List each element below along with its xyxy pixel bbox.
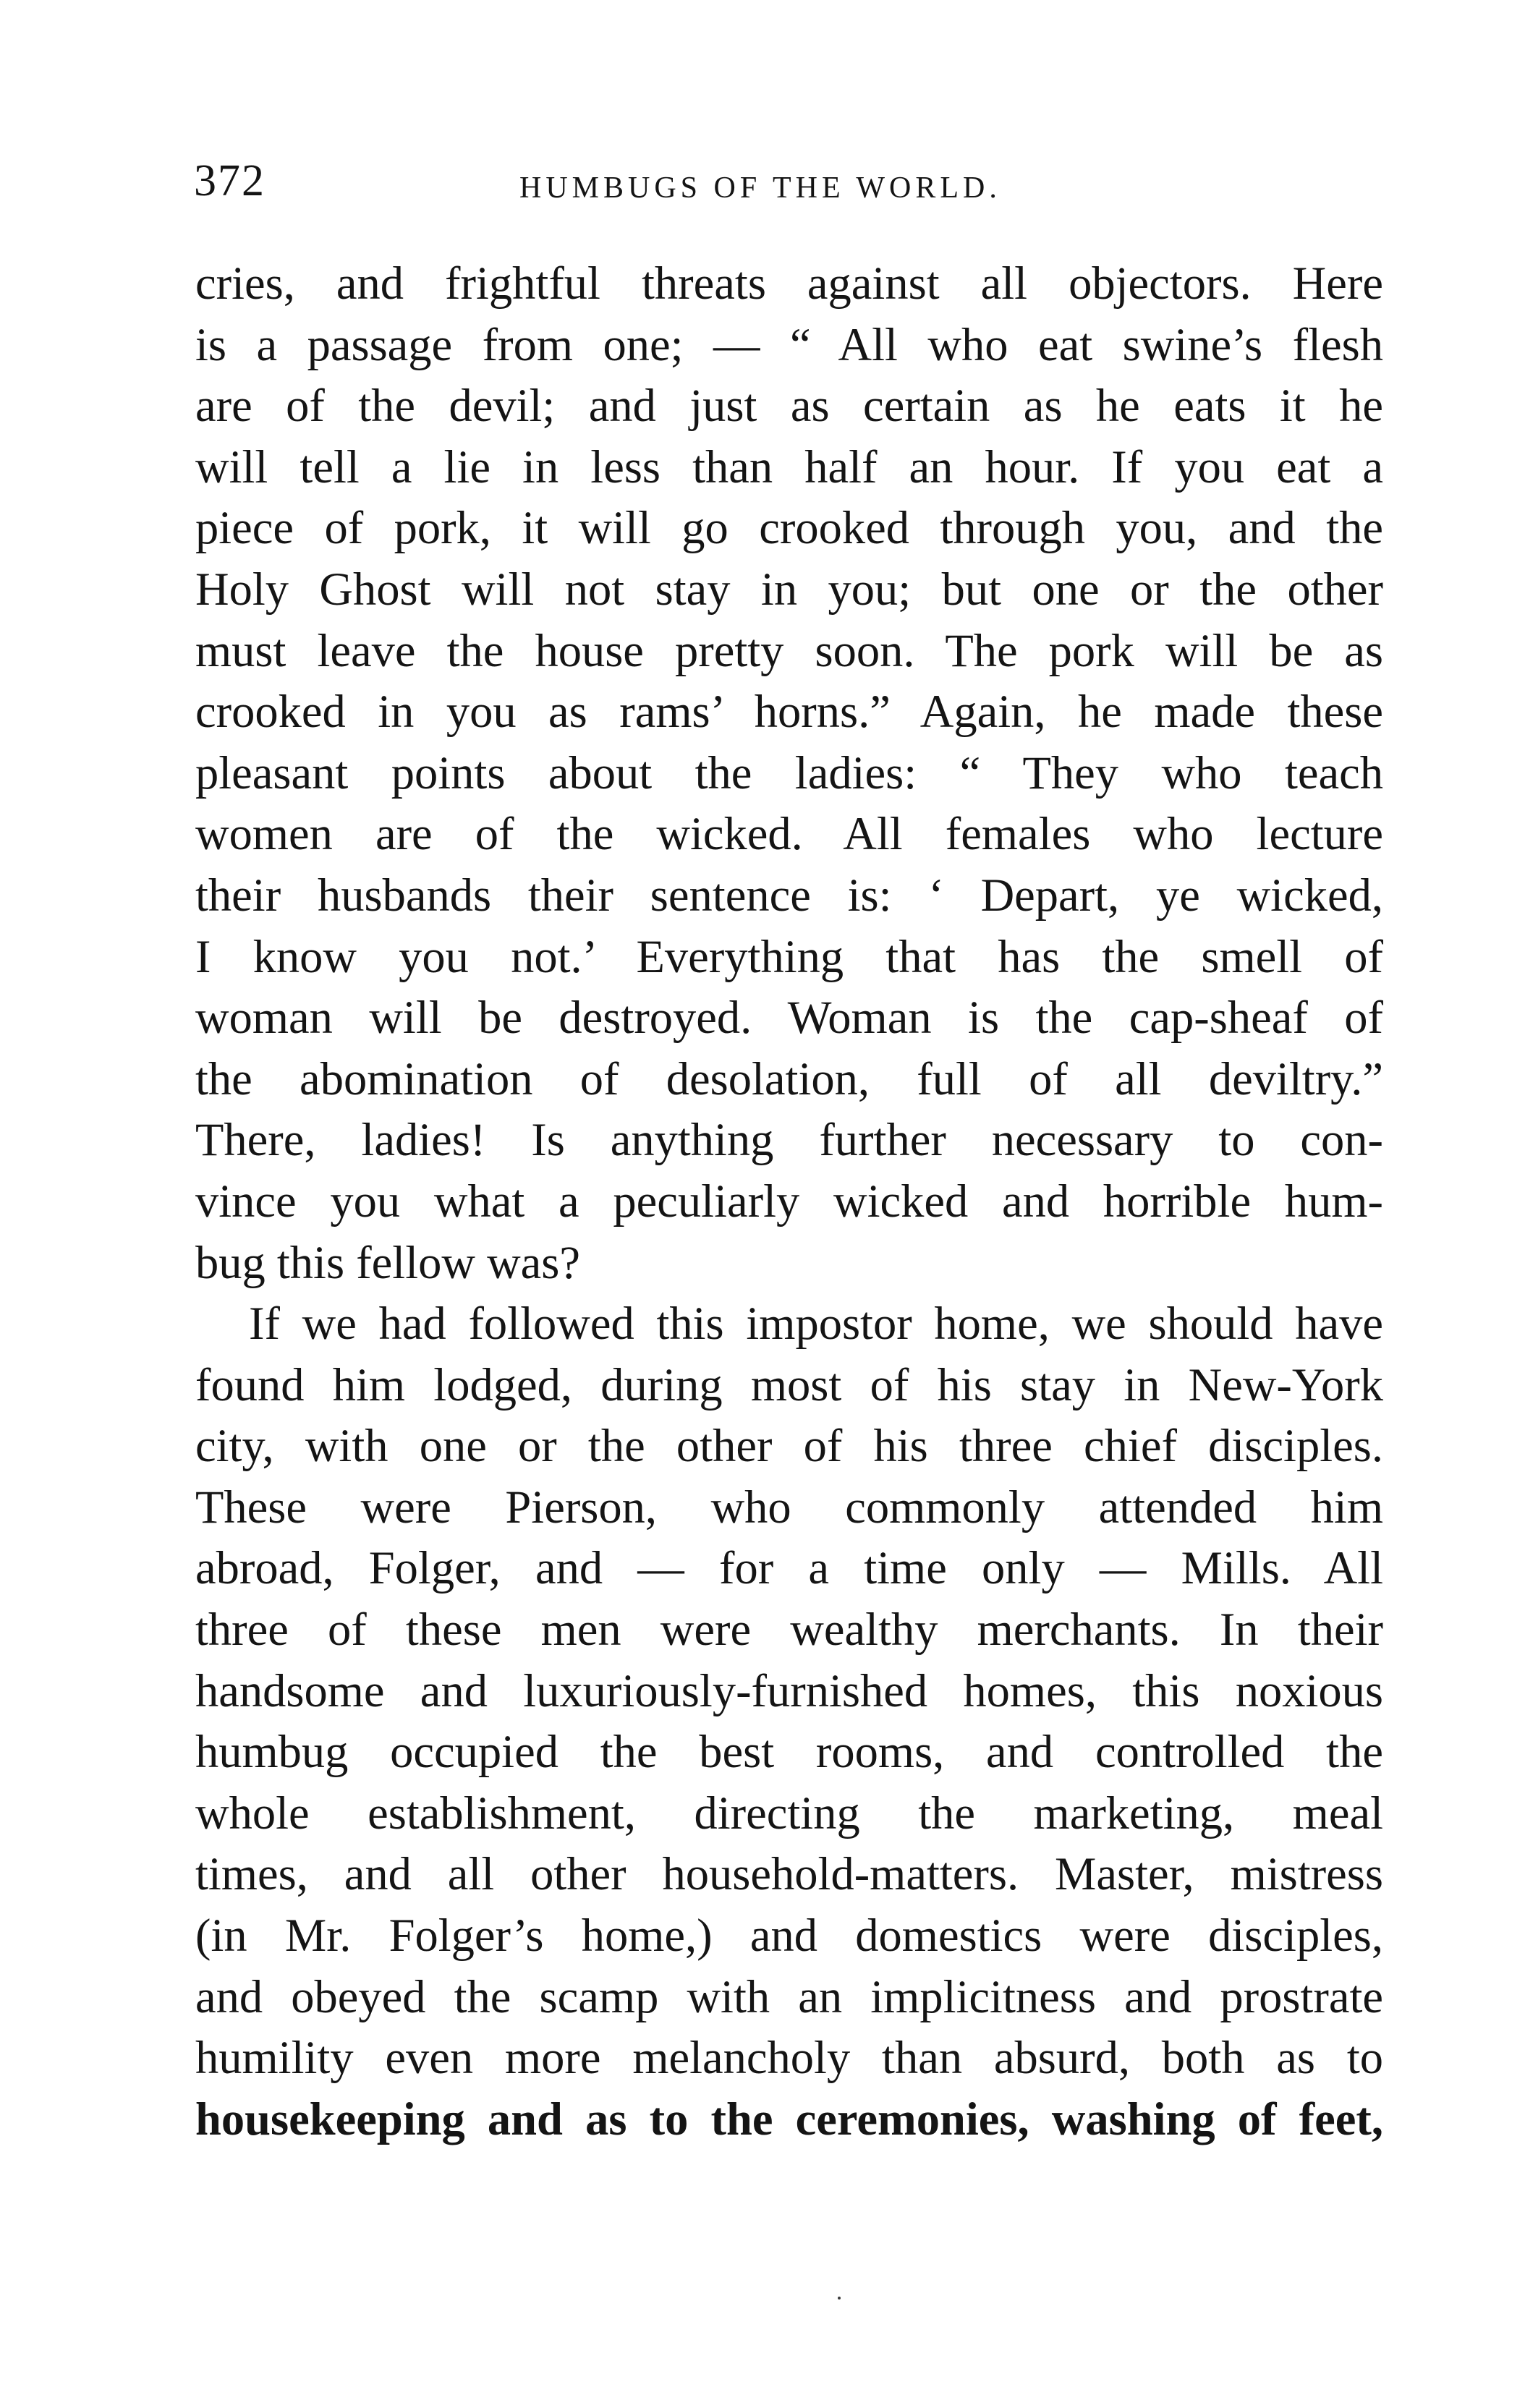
text-line: whole establishment, directing the marketing, meal: [195, 1787, 1383, 1839]
text-line: will tell a lie in less than half an hour. If you eat a: [195, 441, 1383, 493]
text-line: humility even more melancholy than absurd, both as to: [195, 2032, 1383, 2084]
text-line: women are of the wicked. All females who lecture: [195, 808, 1383, 860]
text-line: If we had followed this impostor home, we should have: [249, 1298, 1383, 1350]
text-line: city, with one or the other of his three chief disciples.: [195, 1420, 1383, 1472]
text-line: These were Pierson, who commonly attended him: [195, 1481, 1383, 1533]
text-line: times, and all other household-matters. Master, mistress: [195, 1848, 1383, 1900]
text-line: abroad, Folger, and — for a time only — Mills. All: [195, 1542, 1383, 1594]
text-line: cries, and frightful threats against all objectors. Here: [195, 258, 1383, 309]
paragraph-2: [195, 1293, 1383, 2150]
text-line: Holy Ghost will not stay in you; but one or the other: [195, 563, 1383, 615]
text-line: found him lodged, during most of his stay in New-York: [195, 1358, 1383, 1411]
body-text: [195, 253, 1383, 2150]
text-line: handsome and luxuriously-furnished homes, this noxious: [195, 1664, 1383, 1716]
text-line: pleasant points about the ladies: “ They who teach: [195, 746, 1383, 799]
text-line: crooked in you as rams’ horns.” Again, he made these: [195, 686, 1383, 738]
text-line: their husbands their sentence is: ‘ Depart, ye wicked,: [195, 869, 1383, 921]
text-line: humbug occupied the best rooms, and controlled the: [195, 1726, 1383, 1778]
text-line: are of the devil; and just as certain as he eats it he: [195, 380, 1383, 432]
text-line: I know you not.’ Everything that has the smell of: [195, 930, 1383, 982]
text-line: and obeyed the scamp with an implicitness and prostrate: [195, 1970, 1383, 2022]
text-line: bug this fellow was?: [195, 1236, 581, 1288]
print-speck: [838, 2297, 841, 2299]
text-line: three of these men were wealthy merchants. In their: [195, 1604, 1383, 1656]
text-line: vince you what a peculiarly wicked and horrible hum-: [195, 1175, 1383, 1227]
page-number: 372: [194, 156, 266, 205]
page-header: [194, 148, 1380, 213]
text-line: (in Mr. Folger’s home,) and domestics were disciples,: [195, 1910, 1383, 1962]
paragraph-1: [195, 253, 1383, 1293]
running-title: HUMBUGS OF THE WORLD.: [519, 171, 1001, 205]
text-line: piece of pork, it will go crooked through you, and the: [195, 502, 1383, 554]
text-line: is a passage from one; — “ All who eat swine’s flesh: [195, 318, 1383, 370]
text-line: must leave the house pretty soon. The pork will be as: [195, 624, 1383, 676]
text-line: housekeeping and as to the ceremonies, washing of feet,: [195, 2093, 1383, 2145]
text-line: the abomination of desolation, full of all deviltry.”: [195, 1052, 1383, 1105]
text-line: woman will be destroyed. Woman is the cap-sheaf of: [195, 992, 1383, 1044]
text-line: There, ladies! Is anything further necessary to con-: [195, 1114, 1383, 1166]
